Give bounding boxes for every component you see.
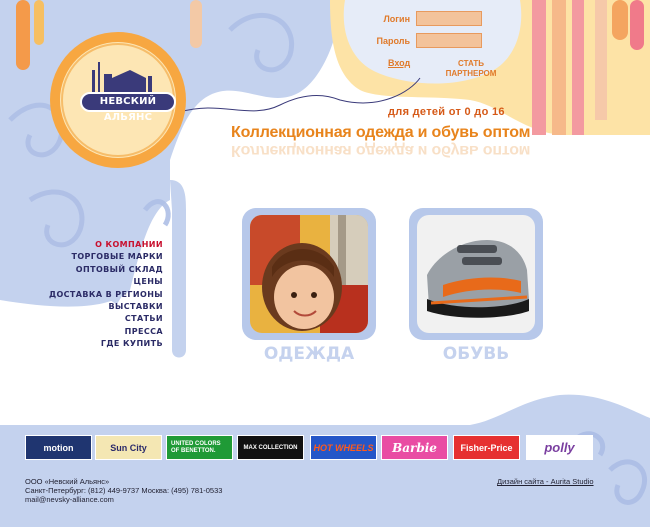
- login-input[interactable]: [416, 11, 482, 26]
- brand-name: Sun City: [110, 442, 147, 453]
- footer-email[interactable]: mail@nevsky-alliance.com: [25, 495, 114, 504]
- brand-name: motion: [43, 442, 74, 453]
- tagline: Коллекционная одежда и обувь оптом: [231, 124, 531, 141]
- login-label: Логин: [383, 14, 410, 24]
- partner-link-line1: СТАТЬ: [458, 59, 484, 68]
- nav-item-press[interactable]: ПРЕССА: [124, 326, 163, 336]
- sneaker-photo[interactable]: [417, 215, 535, 333]
- age-range-text: для детей от 0 до 16: [388, 106, 505, 118]
- brand-logo-hot-wheels[interactable]: [310, 435, 377, 460]
- nav-item-delivery[interactable]: ДОСТАВКА В РЕГИОНЫ: [48, 289, 163, 299]
- child-photo[interactable]: [250, 215, 368, 333]
- brand-name: polly: [544, 440, 575, 455]
- category-label-clothes[interactable]: ОДЕЖДА: [263, 344, 355, 364]
- logo[interactable]: НЕВСКИЙ АЛЬЯНС: [80, 92, 176, 112]
- nav-item-articles[interactable]: СТАТЬИ: [124, 314, 163, 324]
- brand-logo-barbie[interactable]: [381, 435, 448, 460]
- footer-company: ООО «Невский Альянс»: [25, 477, 110, 486]
- nav-item-prices[interactable]: ЦЕНЫ: [133, 277, 163, 287]
- brand-name: MAX COLLECTION: [243, 444, 298, 451]
- partner-link-line2: ПАРТНЕРОМ: [445, 69, 497, 78]
- enter-link[interactable]: Вход: [388, 58, 411, 68]
- design-credit-link[interactable]: Дизайн сайта - Aurita Studio: [497, 477, 594, 486]
- nav-item-brands[interactable]: ТОРГОВЫЕ МАРКИ: [71, 252, 163, 262]
- brand-name: Fisher-Price: [460, 442, 513, 453]
- tagline-reflection: Коллекционная одежда и обувь оптом: [231, 142, 531, 159]
- footer-phones: Санкт-Петербург: (812) 449-9737 Москва: (495) 781-0533: [25, 486, 223, 495]
- brand-name: Barbie: [392, 440, 437, 455]
- nav-item-where-to-buy[interactable]: ГДЕ КУПИТЬ: [100, 339, 163, 349]
- brand-logo-motion[interactable]: [25, 435, 92, 460]
- nav-item-warehouse[interactable]: ОПТОВЫЙ СКЛАД: [75, 264, 163, 274]
- category-label-shoes[interactable]: ОБУВЬ: [442, 344, 510, 364]
- main-nav: [49, 239, 163, 351]
- brand-logo-max-collection[interactable]: [237, 435, 304, 460]
- nav-item-about[interactable]: О КОМПАНИИ: [95, 240, 163, 249]
- brand-logo-fisher-price[interactable]: [453, 435, 520, 460]
- nav-item-exhibitions[interactable]: ВЫСТАВКИ: [108, 302, 163, 312]
- brand-logo-sun-city[interactable]: [95, 435, 162, 460]
- brand-name: UNITED COLORS OF BENETTON.: [171, 440, 221, 454]
- brand-logo-benetton[interactable]: [166, 435, 233, 460]
- category-card-clothes[interactable]: [242, 208, 376, 340]
- password-input[interactable]: [416, 33, 482, 48]
- category-card-shoes[interactable]: [409, 208, 543, 340]
- become-partner-link[interactable]: [436, 59, 506, 79]
- child-photo-art: [250, 215, 368, 333]
- brand-name: HOT WHEELS: [313, 442, 374, 453]
- password-label: Пароль: [376, 36, 410, 46]
- brand-logo-polly[interactable]: [526, 435, 593, 460]
- sneaker-photo-art: [417, 215, 535, 333]
